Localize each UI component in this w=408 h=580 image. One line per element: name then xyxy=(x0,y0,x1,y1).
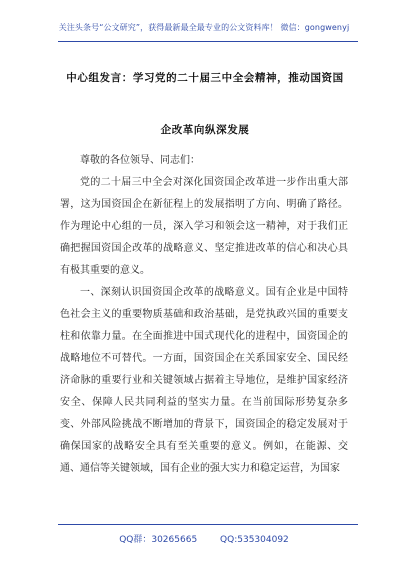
document-title-line-1: 中心组发言：学习党的二十届三中全会精神，推动国资国 xyxy=(66,72,344,84)
header-divider xyxy=(58,41,358,42)
document-title-line-2: 企改革向纵深发展 xyxy=(160,124,250,136)
salutation: 尊敬的各位领导、同志们： xyxy=(80,155,200,166)
footer-qq-group: QQ群：30265665 xyxy=(119,535,198,545)
footer xyxy=(0,532,408,545)
paragraph-section-1: 一、深刻认识国资国企改革的战略意义。国有企业是中国特色社会主义的重要物质基础和政治基础，是党执政兴国的重要支柱和依靠力量。在全面推进中国式现代化的进程中，国资国企的战略地位不可替代。一方面，国资国企在关系国家安全、国民经济命脉的重要行业和关键领域占据着主导地位，是维护国家经济安全、保障人民共同利益的坚实力量。在当前国际形势复杂多变、外部风险挑战不断增加的背景下，国资国企的稳定发展对于确保国家的战略安全具有至关重要的意义。例如，在能源、交通、通信等关键领域，国有企业的强大实力和稳定运营，为国家 xyxy=(60,287,348,474)
footer-qq: QQ:535304092 xyxy=(220,535,289,545)
document-body xyxy=(60,150,348,480)
paragraph-intro: 党的二十届三中全会对深化国资国企改革进一步作出重大部署，这为国资国企在新征程上的发展指明了方向、明确了路径。作为理论中心组的一员，深入学习和领会这一精神，对于我们正确把握国资国企改革的战略意义、坚定推进改革的信心和决心具有极其重要的意义。 xyxy=(60,177,348,276)
footer-divider xyxy=(58,524,358,525)
header-banner: 关注头条号“公文研究”，获得最新最全最专业的公文资料库！ 微信：gongwenyj xyxy=(58,23,350,32)
